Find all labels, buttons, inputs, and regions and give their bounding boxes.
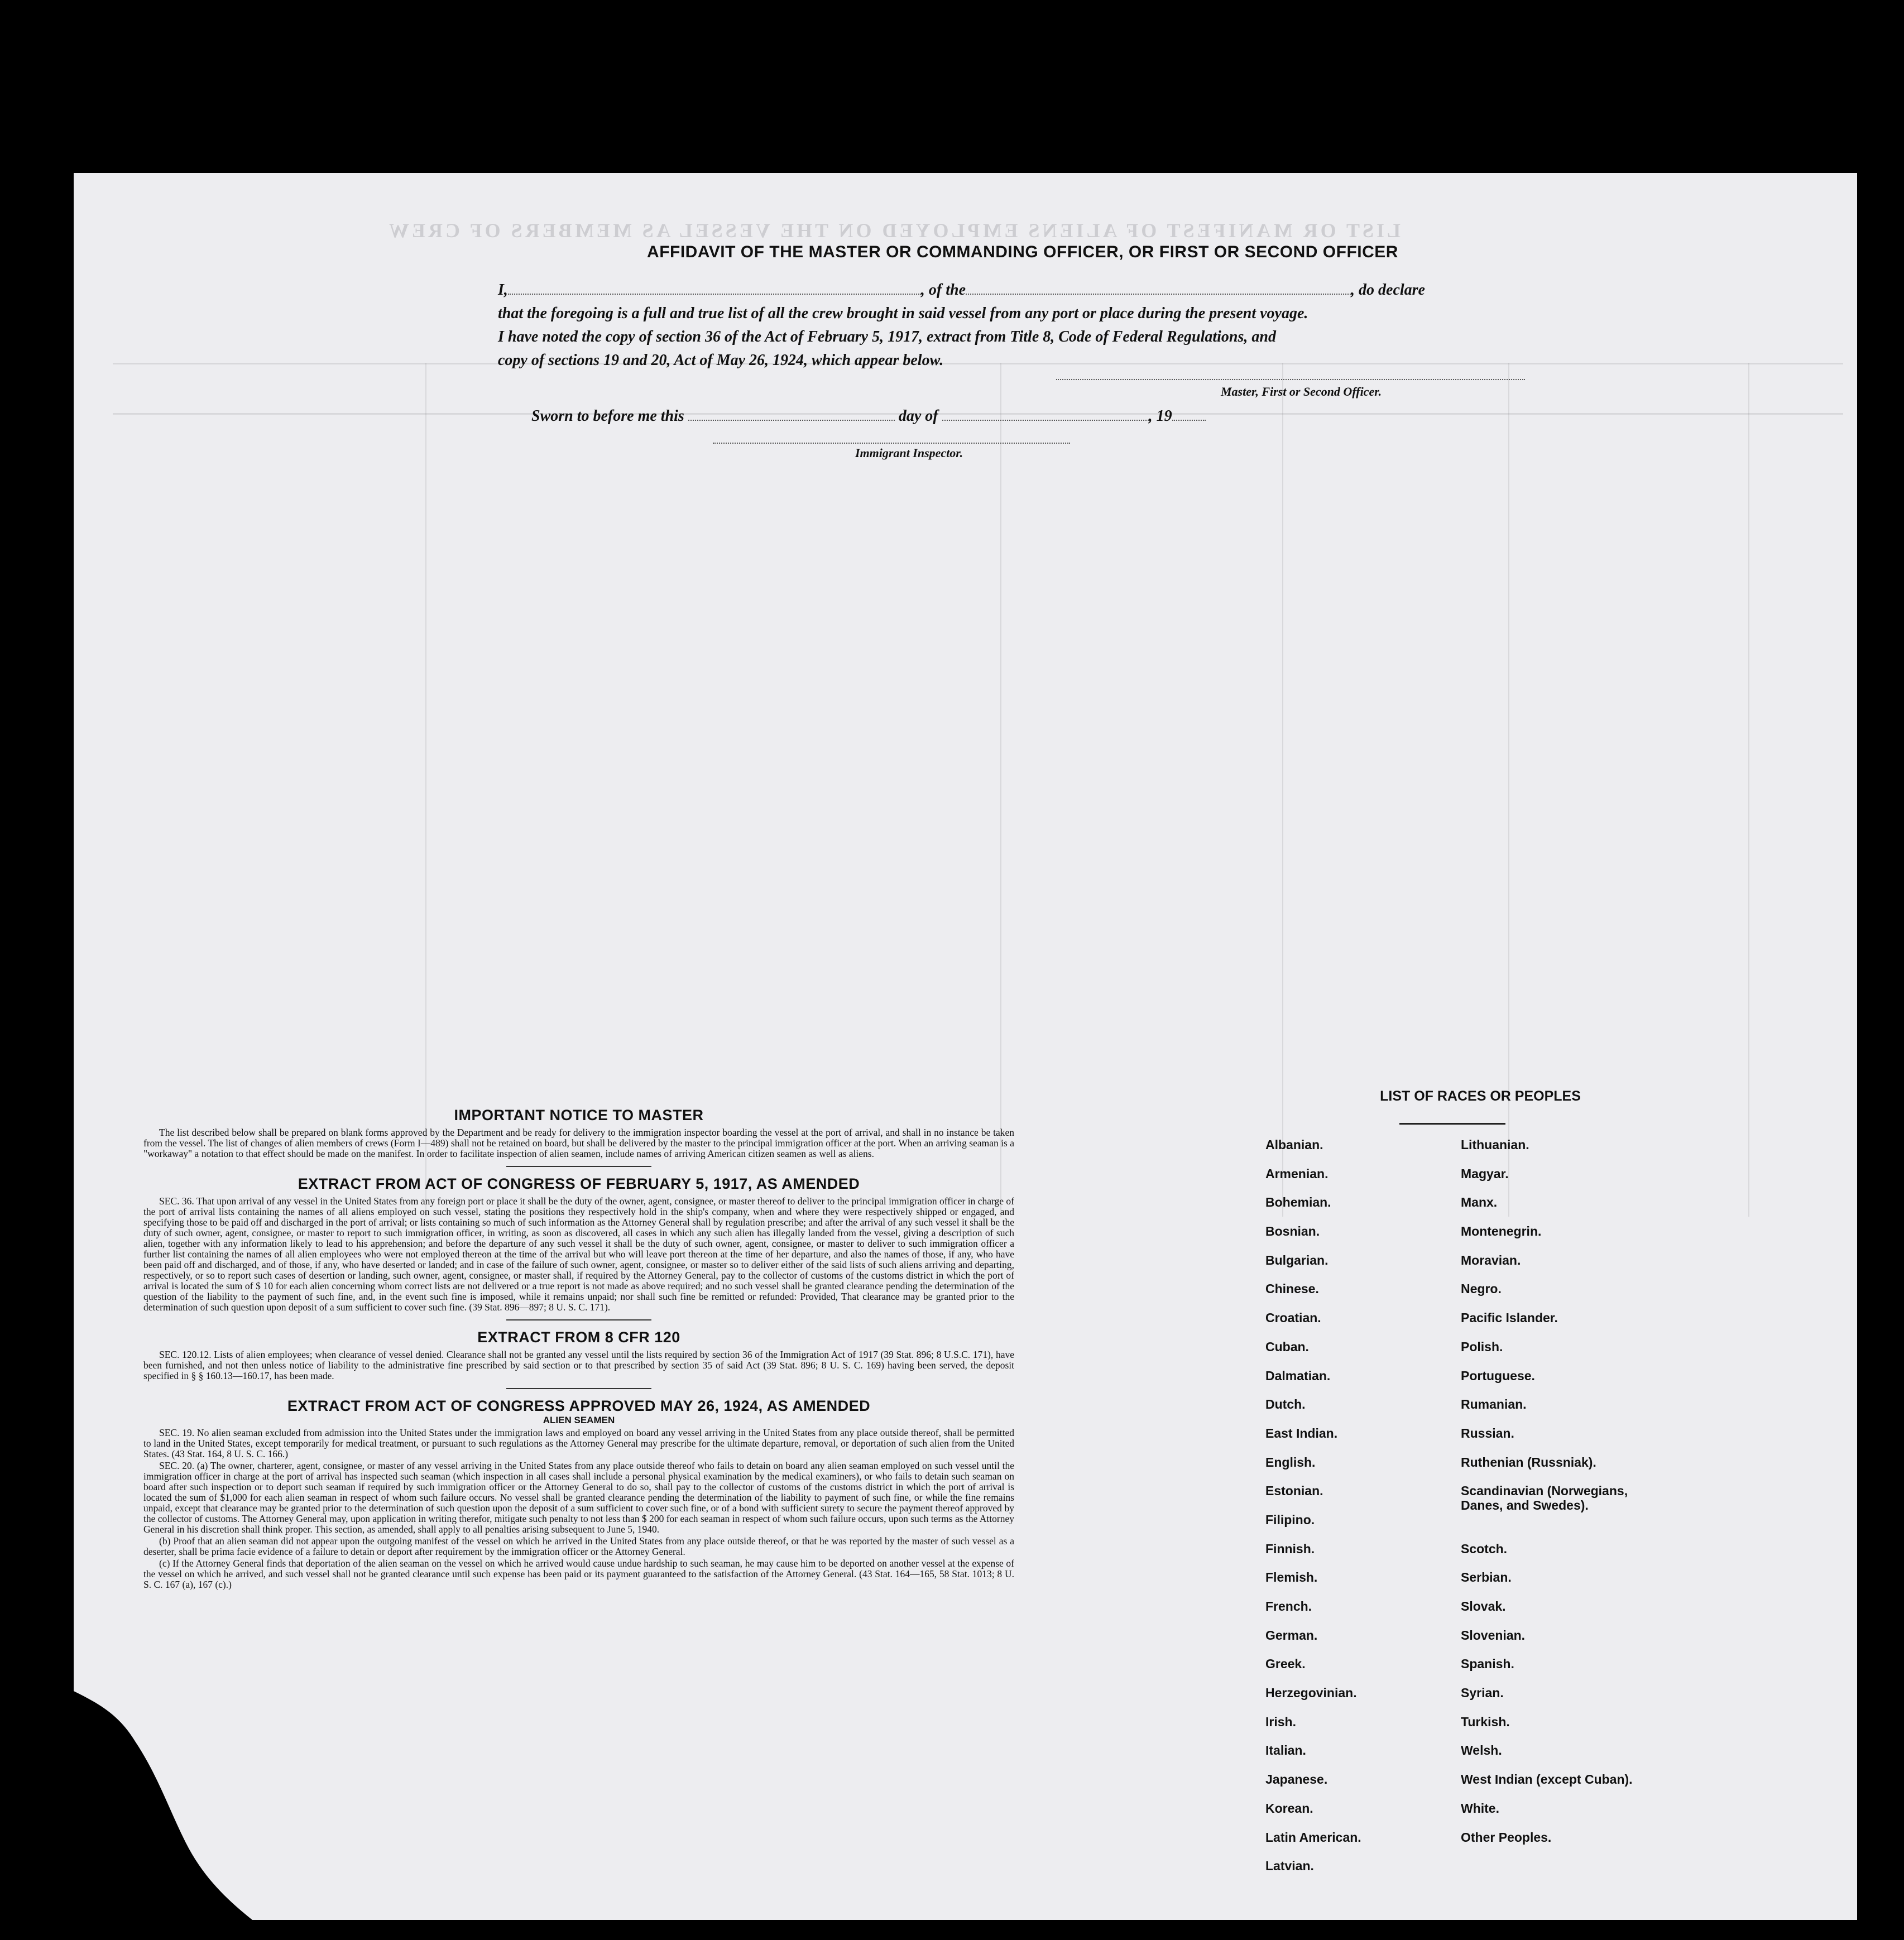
races-title: LIST OF RACES OR PEOPLES [1380,1088,1581,1104]
race-item: Magyar. [1461,1166,1509,1181]
race-item: White. [1461,1800,1499,1816]
extract-1924-sec19: SEC. 19. No alien seaman excluded from admission into the United States under the immigration laws and employed on board any vessel arriving in the United States from any place outside thereof, shall be permitted to land in the United States, except temporarily for medical treatment, or pursuant to such regulations as the Attorney General may prescribe for the ultimate departure, removal, or deportation of such alien from the United States. (43 Stat. 164, 8 U. S. C. 166.) [143,1427,1014,1459]
race-item: Chinese. [1265,1281,1319,1296]
declaration-start: I, [498,281,508,299]
sworn-start: Sworn to before me this [531,407,684,425]
extract-8cfr-title: EXTRACT FROM 8 CFR 120 [477,1329,680,1346]
race-item: Russian. [1461,1425,1514,1440]
race-item: English. [1265,1454,1316,1470]
races-list-left [1265,1137,1450,1888]
race-item: German. [1265,1627,1318,1643]
notice-to-master [143,1106,1014,1159]
divider [506,1319,651,1320]
divider [506,1166,651,1167]
race-item: Bohemian. [1265,1195,1331,1210]
race-item: Estonian. [1265,1483,1323,1499]
race-item: Dalmatian. [1265,1368,1331,1383]
declaration-text: that the foregoing is a full and true list of all the crew brought in said vessel from any port or place during the present voyage. [498,305,1308,322]
race-item: Welsh. [1461,1743,1502,1758]
sworn-year-prefix: , 19 [1148,407,1172,425]
extract-1917 [143,1175,1014,1313]
master-caption: Master, First or Second Officer. [1221,385,1382,398]
bleed-through-column [425,363,426,1217]
race-item: Slovak. [1461,1599,1506,1614]
race-item: Syrian. [1461,1686,1504,1701]
vessel-name-field[interactable] [966,294,1351,295]
declaration-end: , do declare [1351,281,1425,299]
race-item: Serbian. [1461,1570,1512,1585]
race-item: Cuban. [1265,1339,1309,1354]
extract-1924-sec20b: (b) Proof that an alien seaman did not appear upon the outgoing manifest of the vessel on which he arrived in the United States from any place outside thereof, or that he was reported by the master of such vessel as a deserter, shall be prima facie evidence of a failure to detain or deport after requirement by the immigration officer or the Attorney General. [143,1535,1014,1557]
bleed-through-title: LIST OR MANIFEST OF ALIENS EMPLOYED ON THE VESSEL AS MEMBERS OF CREW [386,219,1401,242]
extract-1917-title: EXTRACT FROM ACT OF CONGRESS OF FEBRUARY 5, 1917, AS AMENDED [298,1175,860,1192]
race-item: Italian. [1265,1743,1306,1758]
extract-1924-sec20: SEC. 20. (a) The owner, charterer, agent, consignee, or master of any vessel arriving in the United States from any place outside thereof who fails to detain on board any alien seaman employed on such vessel until the immigration officer in charge at the port of arrival has inspected such seaman (which inspection in all cases shall include a personal physical examination by the medical examiners), or who fails to detain such seaman on board after such inspection or to deport such seaman if required by such immigration officer or the Attorney General to do so, shall pay to the collector of customs of the customs district in which the port of arrival is located the sum of $1,000 for each alien seaman in respect of whom such failure occurs. No vessel shall be granted clearance pending the determination of the liability to payment of such fine, or while the fine remains unpaid, except that clearance may be granted prior to the determination of such question upon the deposit of a sum sufficient to cover such fine, or of a bond with sufficient surety to secure the payment thereof approved by the collector of customs. The Attorney General may, upon application in writing therefor, mitigate such penalty to not less than $ 200 for each seaman in respect of whom such failure occurs, upon such terms as the Attorney General in his discretion shall think proper. This section, as amended, shall apply to all penalties arising subsequent to June 5, 1940. [143,1460,1014,1535]
race-item: Croatian. [1265,1310,1321,1326]
declaration-line [498,278,1547,302]
race-item: Latin American. [1265,1829,1361,1845]
affidavit-section [498,243,1547,462]
officer-name-field[interactable] [508,294,921,295]
race-item: Turkish. [1461,1714,1510,1729]
race-item: Finnish. [1265,1541,1315,1556]
declaration-of-the: , of the [920,281,966,299]
race-item: Manx. [1461,1195,1498,1210]
race-item: Ruthenian (Russniak). [1461,1454,1596,1470]
race-item: Scandinavian (Norwegians, Danes, and Swedes). [1461,1483,1628,1513]
race-item: Latvian. [1265,1859,1314,1874]
race-item: Scotch. [1461,1541,1508,1556]
master-signature-field[interactable] [1056,379,1525,380]
bleed-through-column [1000,363,1001,1217]
race-item: Moravian. [1461,1252,1521,1267]
notice-title: IMPORTANT NOTICE TO MASTER [454,1107,704,1123]
race-item: Polish. [1461,1339,1503,1354]
divider [506,1388,651,1389]
race-item: Dutch. [1265,1397,1306,1412]
extract-8cfr [143,1328,1014,1381]
race-item: East Indian. [1265,1425,1338,1440]
bleed-through-column [1748,363,1749,1217]
race-item: Spanish. [1461,1656,1514,1672]
race-item: Other Peoples. [1461,1829,1552,1845]
sworn-line [531,405,1547,428]
torn-corner [74,1680,252,1920]
inspector-signature-field[interactable] [713,443,1070,444]
declaration-text: I have noted the copy of section 36 of the Act of February 5, 1917, extract from Title 8, Code of Federal Regulations, and [498,328,1276,345]
race-item: Slovenian. [1461,1627,1526,1643]
manifest-sheet [74,173,1857,1920]
extract-1924 [143,1397,1014,1590]
sworn-day-field[interactable] [688,420,895,421]
master-signature-row [498,372,1547,401]
sworn-day-of: day of [898,407,938,425]
race-item: Pacific Islander. [1461,1310,1558,1326]
races-list-right [1461,1137,1751,1859]
declaration-text: copy of sections 19 and 20, Act of May 26, 1924, which appear below. [498,352,944,369]
sworn-year-field[interactable] [1172,420,1206,421]
race-item: Filipino. [1265,1512,1315,1527]
bleed-through-column [1282,363,1283,1217]
races-divider [1399,1123,1505,1125]
notice-text: The list described below shall be prepared on blank forms approved by the Department and be ready for delivery to the immigration inspector boarding the vessel at the port of arrival, and shall in no instance be taken from the vessel. The list of changes of alien members of crews (Form I—489) shall not be retained on board, but shall be delivered by the master to the principal immigration officer at the port. When an arriving seaman is a "workaway" a notation to that effect should be made on the manifest. In order to facilitate inspection of alien seamen, include names of arriving American citizen seamen as well as aliens. [143,1127,1014,1159]
race-item: French. [1265,1599,1312,1614]
race-item: Korean. [1265,1800,1313,1816]
race-item: Albanian. [1265,1137,1323,1152]
race-item: Flemish. [1265,1570,1318,1585]
inspector-caption: Immigrant Inspector. [855,446,963,460]
race-item: Bulgarian. [1265,1252,1329,1267]
race-item: Negro. [1461,1281,1502,1296]
race-item: Japanese. [1265,1772,1328,1787]
sworn-month-field[interactable] [942,420,1149,421]
race-item: Bosnian. [1265,1224,1320,1239]
extract-1924-sec20c: (c) If the Attorney General finds that deportation of the alien seaman on the vessel on which he arrived would cause undue hardship to such seaman, he may cause him to be deported on another vessel at the expense of the vessel on which he arrived, and such vessel shall not be granted clearance until such expense has been paid or its payment guaranteed to the satisfaction of the Attorney General. (43 Stat. 164—165, 58 Stat. 1013; 8 U. S. C. 167 (a), 167 (c).) [143,1558,1014,1590]
inspector-signature-row [498,428,1547,462]
race-item: Montenegrin. [1461,1224,1542,1239]
extract-8cfr-text: SEC. 120.12. Lists of alien employees; when clearance of vessel denied. Clearance shall not be granted any vessel until the lists required by section 36 of the Immigration Act of 1917 (39 Stat. 896; 8 U.S.C. 171), have been furnished, and not then unless notice of liability to the administrative fine prescribed by said section or to that prescribed by section 35 of said Act (39 Stat. 896; 8 U. S. C. 169) having been served, the deposit specified in § § 160.13—160.17, has been made. [143,1349,1014,1381]
notices-section [143,1106,1014,1591]
affidavit-title: AFFIDAVIT OF THE MASTER OR COMMANDING OFFICER, OR FIRST OR SECOND OFFICER [647,243,1398,261]
race-item: West Indian (except Cuban). [1461,1772,1633,1787]
race-item: Irish. [1265,1714,1296,1729]
race-item: Armenian. [1265,1166,1329,1181]
extract-1917-text: SEC. 36. That upon arrival of any vessel in the United States from any foreign port or place it shall be the duty of the owner, agent, consignee, or master thereof to deliver to the principal immigration officer in charge of the port of arrival lists containing the names of all aliens employed on such vessel, stating the positions they respectively hold in the ship's company, when and where they were respectively shipped or engaged, and specifying those to be paid off and discharged in the port of arrival; or lists containing so much of such information as the Attorney General shall by regulation prescribe; and after the arrival of any such vessel it shall be the duty of such owner, agent, consignee, or master to report to such immigration officer, in writing, as soon as discovered, all cases in which any such alien has illegally landed from the vessel, giving a description of such alien, together with any information likely to lead to his apprehension; and before the departure of any such vessel it shall be the duty of such owner, agent, consignee, or master to deliver to such immigration officer a further list containing the names of all alien employees who were not employed thereon at the time of the arrival but who will leave port thereon at the time of her departure, and also the names of those, if any, who have been paid off and discharged, and of those, if any, who have deserted or landed; and in case of the failure of such owner, agent, consignee, or master so to deliver either of the said lists of such aliens arriving and departing, respectively, or so to report such cases of desertion or landing, such owner, agent, consignee, or master shall, if required by the Attorney General, pay to the collector of customs of the customs district in which the port of arrival is located the sum of $ 10 for each alien concerning whom correct lists are not delivered or a true report is not made as above required; and no such vessel shall be granted clearance pending the determination of the question of the liability to the payment of such fine, and, in the event such fine is imposed, while it remains unpaid; nor shall such fine be remitted or refunded: Provided, That clearance may be granted prior to the determination of such question upon deposit of a sum sufficient to cover such fine. (39 Stat. 896—897; 8 U. S. C. 171). [143,1195,1014,1313]
race-item: Herzegovinian. [1265,1686,1357,1701]
race-item: Greek. [1265,1656,1306,1672]
extract-1924-title: EXTRACT FROM ACT OF CONGRESS APPROVED MAY 26, 1924, AS AMENDED [287,1398,871,1414]
race-item: Rumanian. [1461,1397,1527,1412]
race-item: Portuguese. [1461,1368,1535,1383]
race-item: Lithuanian. [1461,1137,1529,1152]
extract-1924-subtitle: ALIEN SEAMEN [543,1415,615,1425]
